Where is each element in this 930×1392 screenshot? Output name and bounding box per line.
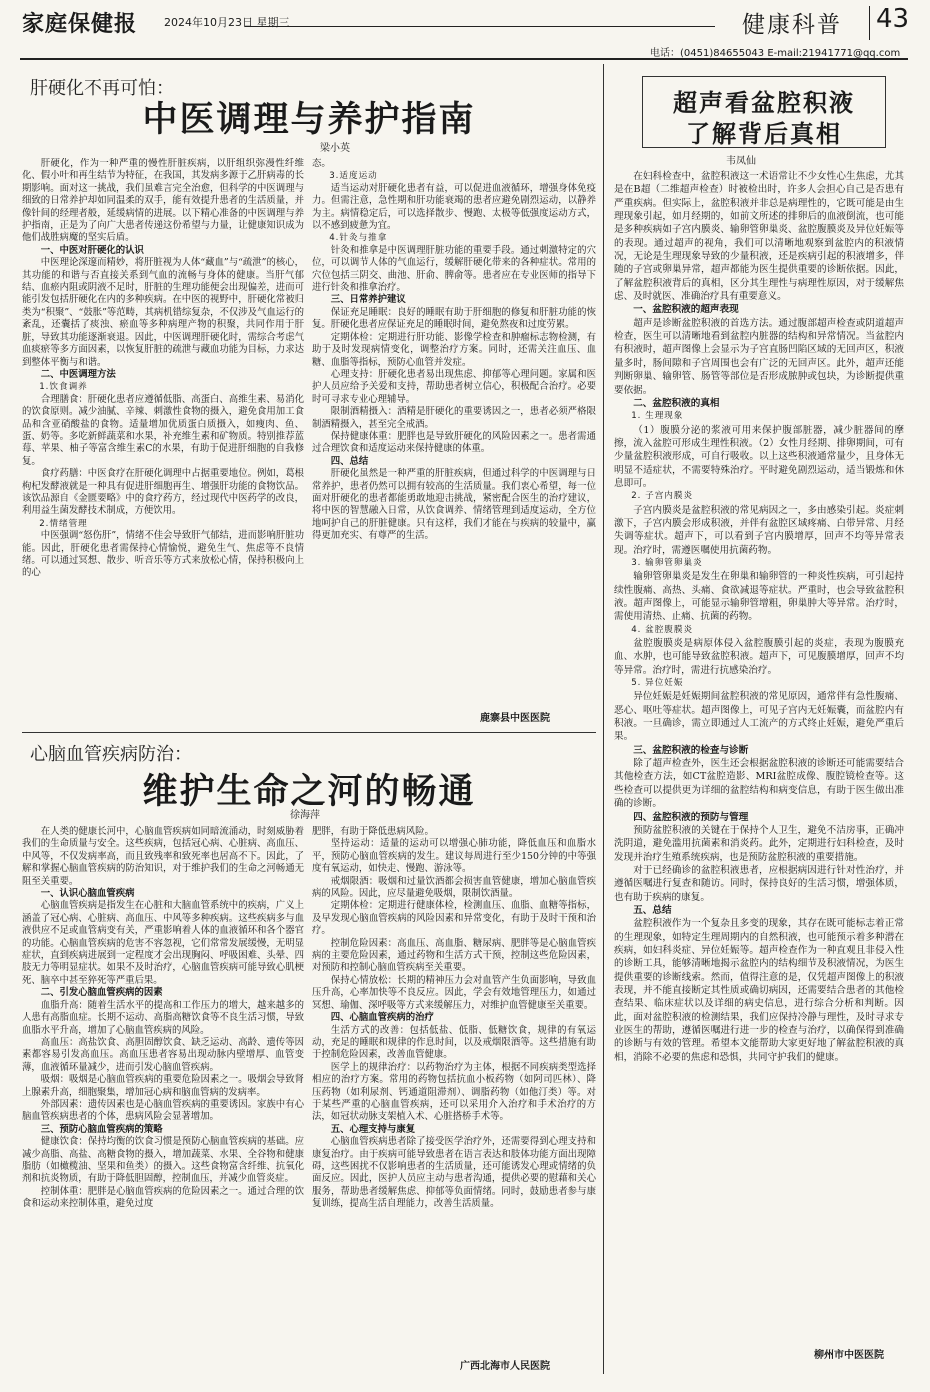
paragraph: 吸烟：吸烟是心脑血管疾病的重要危险因素之一。吸烟会导致肾上腺素升高，细胞聚集，增加冠心病和脑血管病的发病率。 [22,1074,304,1098]
masthead-divider [869,6,870,40]
paragraph: 适当运动对肝硬化患者有益，可以促进血液循环，增强身体免疫力。但需注意，急性期和肝功能衰竭的患者应避免剧烈运动，以静养为主。病情稳定后，可以选择散步、慢跑、太极等低强度运动方式，以不感到疲惫为宜。 [312,182,596,232]
paragraph: 定期体检：定期进行健康体检，检测血压、血脂、血糖等指标，及早发现心脑血管疾病的风险因素和异常变化，有助于及时干预和治疗。 [312,900,596,937]
paragraph: 血脂升高：随着生活水平的提高和工作压力的增大，越来越多的人患有高脂血症。长期不运动、高脂高糖饮食等不良生活习惯，导致血脂水平升高，增加了心脑血管疾病的风险。 [22,999,304,1036]
masthead-rule [245,26,715,27]
article1-column-2 [312,158,596,704]
section-heading: 4. 盆腔腹膜炎 [631,624,694,635]
paragraph: 超声是诊断盆腔积液的首选方法。通过腹部超声检查或阴道超声检查，医生可以清晰地看到盆腔内脏器的结构和异常情况。当盆腔内有积液时，超声图像上会显示为子宫直肠凹陷区域的无回声区，积液量多时，肠间隙和子宫周围也会有广泛的无回声区。此外，超声还能判断卵巢、输卵管、肠管等部位是否形成脓肿或包块，为诊断提供重要依据。 [614,317,904,396]
paragraph: 在人类的健康长河中，心脑血管疾病如同暗流涌动，时刻威胁着我们的生命质量与安全。这些疾病，包括冠心病、心脏病、高血压、中风等，不仅发病率高，而且致残率和致死率也居高不下。因此，了解和掌握心脑血管疾病的防治知识，对于维护我们的生命之河畅通无阻至关重要。 [22,826,304,887]
paragraph: 针灸和推拿是中医调理肝脏功能的重要手段。通过刺激特定的穴位，可以调节人体的气血运行，缓解肝硬化带来的各种症状。常用的穴位包括三阴交、曲池、肝俞、脾俞等。患者应在专业医师的指导下进行针灸和推拿治疗。 [312,244,596,294]
section-heading: 一、盆腔积液的超声表现 [633,304,739,316]
paragraph: 心脑血管疾病是指发生在心脏和大脑血管系统中的疾病，广义上涵盖了冠心病、心脏病、高血压、中风等多种疾病。这些疾病多与血液供应不足或血管病变有关，严重影响着人体的血液循环和各个器官的功能。心脑血管疾病的危害不容忽视，它们常常发展缓慢，无明显症状，直到疾病进展到一定程度才会出现胸闷、呼吸困难、头晕、四肢无力等明显症状。如果不及时治疗，心脑血管疾病可能导致心肌梗死、脑卒中甚至猝死等严重后果。 [22,900,304,986]
article-divider [22,732,596,733]
section-heading: 5. 异位妊娠 [631,678,684,689]
section-heading: 三、预防心脑血管疾病的策略 [40,1123,163,1135]
paragraph: 健康饮食：保持均衡的饮食习惯是预防心脑血管疾病的基础。应减少高脂、高盐、高糖食物的摄入，增加蔬菜、水果、全谷物和健康脂肪（如橄榄油、坚果和鱼类）的摄入。这些食物富含纤维、抗氧化剂和抗炎物质，有助于降低胆固醇，控制血压，并减少血管炎症。 [22,1136,304,1185]
paragraph: 食疗药膳：中医食疗在肝硬化调理中占据重要地位。例如，葛根枸杞发酵液就是一种具有促进肝细胞再生、增强肝功能的食物饮品。该饮品源自《金匮要略》中的食疗药方，经过现代中医药学的改良，利用益生菌发酵技术制成，方便饮用。 [22,468,304,517]
paragraph: 保证充足睡眠：良好的睡眠有助于肝细胞的修复和肝脏功能的恢复。肝硬化患者应保证充足的睡眠时间，避免熬夜和过度劳累。 [312,306,596,331]
article2-author: 徐海萍 [290,810,320,821]
paragraph: 外部因素：遗传因素也是心脑血管疾病的重要诱因。家族中有心脑血管疾病患者的个体，患病风险会显著增加。 [22,1098,304,1123]
section-heading: 三、盆腔积液的检查与诊断 [633,744,749,756]
paragraph: 肝硬化，作为一种严重的慢性肝脏疾病，以肝组织弥漫性纤维化、假小叶和再生结节为特征，在我国，其发病多源于乙肝病毒的长期影响。面对这一挑战，我们虽难言完全治愈，但科学的中医调理与细致的日常养护却如同温柔的双手，能有效提升患者的生活质量，并像针间的经理者般，延缓病情的进展。以下精心准备的中医调理与养护指南，正是为了向广大患者传递这份希望与力量，让健康知识成为他们战胜病魔的坚实后盾。 [22,158,304,244]
paragraph: 对于已经确诊的盆腔积液患者，应根据病因进行针对性治疗，并遵循医嘱进行复查和随访。同时，保持良好的生活习惯，增强体质，也有助于疾病的康复。 [614,864,904,903]
article3-title-box [642,76,886,148]
paragraph: 高血压：高盐饮食、高胆固醇饮食、缺乏运动、高龄、遗传等因素都容易引发高血压。高血压患者容易出现动脉内壁增厚、血管变薄，血液循环量减少，进而引发心脑血管疾病。 [22,1036,304,1073]
section-heading: 3. 输卵管卵巢炎 [631,557,703,568]
paragraph: 限制酒精摄入：酒精是肝硬化的重要诱因之一，患者必须严格限制酒精摄入，甚至完全戒酒。 [312,406,596,430]
paragraph: 医学上的规律治疗：以药物治疗为主体，根据不同疾病类型选择相应的治疗方案。常用的药物包括抗血小板药物（如阿司匹林）、降压药物（如利尿剂、钙通道阻滞剂）、调脂药物（如他汀类）等。对于某些严重的心脑血管疾病，还可以采用介入治疗和手术治疗的方法，如冠状动脉支架植入术、心脏搭桥手术等。 [312,1061,596,1123]
section-heading: 二、引发心脑血管疾病的因素 [40,987,163,999]
article1-title: 中医调理与养护指南 [142,99,476,140]
paragraph: 中医理论深邃而精妙，将肝脏视为人体“藏血”与“疏泄”的核心，其功能的和谐与否直接关系到气血的流畅与身体的健康。当肝气郁结、血瘀内阻或阴液不足时，肝脏的生理功能便会出现偏差，进而可能引发包括肝硬化在内的多种疾病。在中医的视野中，肝硬化常被归类为“积聚”、“鼓胀”等范畴，其病机错综复杂，不仅涉及气血运行的紊乱，还囊括了痰浊、瘀血等多种病理产物的积聚，共同作用于肝脏，导致其功能逐渐衰退。因此，中医调理肝硬化时，需综合考虑气血痰瘀等多方面因素，以恢复肝脏的疏泄与藏血功能为目标，力求达到整体平衡与和谐。 [22,257,304,368]
section-heading: 3.适度运动 [329,171,378,182]
weekday-text: 星期三 [256,16,290,29]
section-heading: 五、心理支持与康复 [330,1123,416,1135]
date-text: 2024年10月23日 [164,16,253,29]
section-heading: 四、心脑血管疾病的治疗 [330,1012,434,1024]
section-name: 健康科普 [742,12,842,38]
paragraph: 盆腔积液作为一个复杂且多变的现象，其存在既可能标志着正常的生理现象，如特定生理周期内的自然积液，也可能预示着多种潜在疾病，如妇科炎症、异位妊娠等。超声检查作为一种直观且非侵入性的诊断工具，能够清晰地揭示盆腔内的结构细节及积液情况，为医生提供重要的诊断线索。然而，值得注意的是，仅凭超声图像上的积液表现，并不能直接断定其性质或确切病因，还需要结合患者的其他检查结果、临床症状以及详细的病史信息，进行综合分析和判断。因此，面对盆腔积液的检测结果，我们应保持冷静与理性，及时寻求专业医生的帮助，遵循医嘱进行进一步的检查与治疗，以确保得到准确的诊断与有效的管理。希望本文能帮助大家更好地了解盆腔积液的真相，消除不必要的焦虑和恐惧，共同守护我们的健康。 [614,918,904,1063]
section-heading: 4.针灸与推拿 [329,233,388,244]
paragraph: 定期体检：定期进行肝功能、影像学检查和肿瘤标志物检测，有助于及时发现病情变化，调整治疗方案。同时，还需关注血压、血糖、血脂等指标，预防心血管并发症。 [312,331,596,368]
paragraph: 输卵管卵巢炎是发生在卵巢和输卵管的一种炎性疾病，可引起持续性腹痛、高热、头痛、食欲减退等症状。严重时，也会导致盆腔积液。超声图像上，可能显示输卵管增粗，卵巢肿大等异常。治疗时，需使用清热、止痛、抗菌的药物。 [614,571,904,623]
article3-source: 柳州市中医医院 [814,1350,884,1361]
contact-line: 电话：(0451)84655043 E-mail:21941771@qq.com [650,48,901,59]
paragraph: 中医强调“怒伤肝”，情绪不佳会导致肝气郁结，进而影响肝脏功能。因此，肝硬化患者需保持心情愉悦，避免生气、焦虑等不良情绪。可以通过冥想、散步、听音乐等方式来放松心情，保持积极向上的心 [22,530,304,579]
section-heading: 一、认识心脑血管疾病 [40,888,135,900]
article2-title: 维护生命之河的畅通 [142,771,476,812]
issue-date [164,14,290,30]
section-heading: 二、盆腔积液的真相 [633,397,720,409]
section-heading: 2.情绪管理 [39,518,88,529]
section-heading: 四、总结 [330,455,369,467]
section-heading: 1.饮食调养 [39,382,88,393]
article3-author: 韦凤仙 [726,156,756,167]
article3-title-line-1: 超声看盆腔积液 [673,88,855,117]
article2-source: 广西北海市人民医院 [460,1361,550,1372]
paragraph: 盆腔腹膜炎是病原体侵入盆腔腹膜引起的炎症，表现为腹膜充血、水肿，也可能导致盆腔积液。超声下，可见腹膜增厚，回声不均等异常。治疗时，需进行抗感染治疗。 [614,638,904,676]
section-heading: 三、日常养护建议 [330,294,406,306]
paragraph: 预防盆腔积液的关键在于保持个人卫生，避免不洁房事，正确冲洗阴道，避免滥用抗菌素和消炎药。此外，定期进行妇科检查，及时发现并治疗生殖系统疾病，也是预防盆腔积液的重要措施。 [614,824,904,863]
section-heading: 2. 子宫内膜炎 [631,491,694,502]
paragraph: 肝硬化虽然是一种严重的肝脏疾病，但通过科学的中医调理与日常养护，患者仍然可以拥有较高的生活质量。我们衷心希望，每一位面对肝硬化的患者都能勇敢地迎击挑战，紧密配合医生的治疗建议，将中医的智慧融入日常，从饮食调养、情绪管理到适度运动，全方位地呵护自己的肝脏健康。只有这样，我们才能在与疾病的较量中，赢得更加充实、有尊严的生活。 [312,468,596,542]
paragraph: 子宫内膜炎是盆腔积液的常见病因之一，多由感染引起。炎症刺激下，子宫内膜会形成积液，并伴有盆腔区域疼痛、白带异常、月经失调等症状。超声下，可以看到子宫内膜增厚，回声不均等异常表现。治疗时，需遵医嘱使用抗菌药物。 [614,504,904,556]
paragraph: 戒烟限酒：吸烟和过量饮酒都会损害血管健康，增加心脑血管疾病的风险。因此，应尽量避免吸烟，限制饮酒量。 [312,875,596,900]
paragraph: 异位妊娠是妊娠期间盆腔积液的常见原因，通常伴有急性腹痛、恶心、呕吐等症状。超声图像上，可见子宫内无妊娠囊，而盆腔内有积液。一旦确诊，需立即通过人工流产的方式终止妊娠，避免严重后果。 [614,691,904,743]
section-heading: 二、中医调理方法 [40,368,116,380]
paragraph: 生活方式的改善：包括低盐、低脂、低糖饮食，规律的有氧运动，充足的睡眠和规律的作息时间，以及戒烟限酒等。这些措施有助于控制危险因素，改善血管健康。 [312,1024,596,1061]
column-divider [603,64,604,1374]
article1-source: 鹿寨县中医医院 [480,713,550,724]
page-number: 43 [876,4,910,34]
paragraph: 合理膳食：肝硬化患者应遵循低脂、高蛋白、高维生素、易消化的饮食原则。减少油腻、辛辣、刺激性食物的摄入，避免食用加工食品和含亚硝酸盐的食物。适量增加优质蛋白质摄入，如瘦肉、鱼、蛋、奶等。多吃新鲜蔬菜和水果，补充维生素和矿物质。特别推荐蓝莓、苹果、柚子等富含维生素C的水果，有助于促进肝细胞的自我修复。 [22,393,304,467]
paragraph: 心理支持：肝硬化患者易出现焦虑、抑郁等心理问题。家属和医护人员应给予关爱和支持，帮助患者树立信心，积极配合治疗。必要时可寻求专业心理辅导。 [312,368,596,405]
article3-column [614,170,904,1335]
section-heading: 1. 生理现象 [631,411,684,422]
paragraph: 坚持运动：适量的运动可以增强心肺功能，降低血压和血脂水平，预防心脑血管疾病的发生。建议每周进行至少150分钟的中等强度有氧运动，如快走、慢跑、游泳等。 [312,838,596,875]
paragraph: 态。 [312,158,331,169]
paper-name: 家庭保健报 [22,12,138,37]
paragraph: 肥胖，有助于降低患病风险。 [312,826,434,837]
article1-column-1 [22,158,304,724]
section-heading: 五、总结 [633,904,672,916]
paragraph: 在妇科检查中，盆腔积液这一术语常让不少女性心生焦虑，尤其是在B超（二维超声检查）时被检出时，许多人会担心自己是否患有严重疾病。但实际上，盆腔积液并非总是病理性的，它既可能是由生理现象引起，如月经期的，如前文所述的排卵后的血液倒流，也可能是多种疾病如子宫内膜炎、输卵管卵巢炎、盆腔腹膜炎及异位妊娠等的表现。通过超声的视角，我们可以清晰地观察到盆腔内的积液情况，无论是生理现象导致的少量积液，还是疾病引起的积液增多，伴随的子宫或卵巢异常，超声都能为医生提供重要的诊断依据。因此，了解盆腔积液背后的真相，区分其生理性与病理性原因，对于缓解焦虑、及时就医、准确治疗具有重要意义。 [614,171,904,303]
article2-kicker: 心脑血管疾病防治： [30,744,192,765]
article2-column-1 [22,826,304,1372]
article3-title-line-2: 了解背后真相 [686,119,842,148]
paragraph: 控制危险因素：高血压、高血脂、糖尿病、肥胖等是心脑血管疾病的主要危险因素，通过药物和生活方式干预，控制这些危险因素，对预防和控制心脑血管疾病至关重要。 [312,937,596,974]
section-heading: 四、盆腔积液的预防与管理 [633,811,749,823]
paragraph: 除了超声检查外，医生还会根据盆腔积液的诊断还可能需要结合其他检查方法，如CT盆腔造影、MRI盆腔成像、腹腔镜检查等。这些检查可以提供更为详细的盆腔结构和病变信息，有助于医生做出准确的诊断。 [614,758,904,810]
article2-column-2 [312,826,596,1354]
article1-kicker: 肝硬化不再可怕： [30,78,174,99]
paragraph: 保持心情放松：长期的精神压力会对血管产生负面影响，导致血压升高，心率加快等不良反应。因此，学会有效地管理压力，如通过冥想、瑜伽、深呼吸等方式来缓解压力，对维护血管健康至关重要。 [312,974,596,1011]
paragraph: 保持健康体重：肥胖也是导致肝硬化的风险因素之一。患者需通过合理饮食和适度运动来保持健康的体重。 [312,430,596,455]
paragraph: （1）腹膜分泌的浆液可用来保护腹部脏器，减少脏器间的摩擦，流入盆腔可形成生理性积液。（2）女性月经期、排卵期间，可有少量盆腔积液形成，可自行吸收。以上这些积液通常量少，且身体无明显不适症状，不需要特殊治疗。平时避免剧烈运动，适当锻炼和休息即可。 [614,424,904,489]
paragraph: 心脑血管疾病患者除了接受医学治疗外，还需要得到心理支持和康复治疗。由于疾病可能导致患者在语言表达和肢体功能方面出现障碍，这些困扰不仅影响患者的生活质量，还可能诱发心理或情绪的负面反应。因此，医护人员应主动与患者沟通，提供必要的慰藉和关心服务，帮助患者缓解焦虑、抑郁等负面情绪。同时，鼓励患者参与康复训练，提高生活自理能力，改善生活质量。 [312,1136,596,1210]
article1-author: 梁小英 [320,143,350,154]
section-heading: 一、中医对肝硬化的认识 [40,244,144,256]
paragraph: 控制体重：肥胖是心脑血管疾病的危险因素之一。通过合理的饮食和运动来控制体重，避免过度 [22,1185,304,1210]
masthead [0,0,930,42]
top-rule [20,58,908,60]
